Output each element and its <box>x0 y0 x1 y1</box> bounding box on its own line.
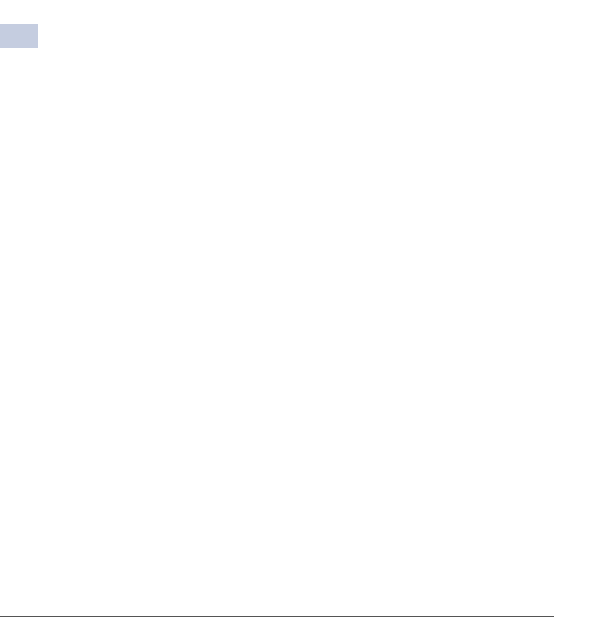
bottom-divider <box>0 616 554 617</box>
group-header-cell <box>0 24 38 48</box>
table-title <box>8 4 22 20</box>
